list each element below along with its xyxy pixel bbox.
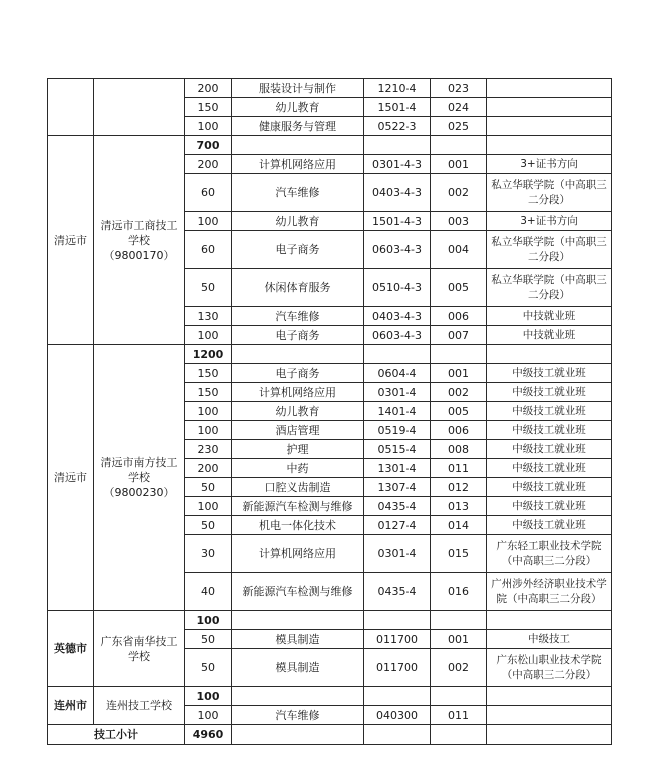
major-code-cell: 1501-4-3 (364, 212, 431, 231)
subtotal-value: 4960 (185, 725, 232, 745)
empty-cell (364, 611, 431, 630)
note-cell: 3+证书方向 (487, 155, 612, 174)
table-body (48, 79, 612, 745)
sequence-cell: 012 (431, 478, 487, 497)
school-cell: 清远市工商技工学校（9800170） (94, 136, 185, 345)
sequence-cell: 005 (431, 402, 487, 421)
major-code-cell: 011700 (364, 649, 431, 687)
major-code-cell: 1301-4 (364, 459, 431, 478)
empty-cell (364, 345, 431, 364)
major-name-cell: 幼儿教育 (232, 212, 364, 231)
major-code-cell: 0522-3 (364, 117, 431, 136)
city-cell (48, 79, 94, 136)
school-total-value: 700 (185, 136, 232, 155)
sequence-cell: 007 (431, 326, 487, 345)
empty-cell (232, 136, 364, 155)
note-cell (487, 706, 612, 725)
major-name-cell: 机电一体化技术 (232, 516, 364, 535)
empty-cell (487, 725, 612, 745)
school-cell: 清远市南方技工学校（9800230） (94, 345, 185, 611)
plan-count-cell: 50 (185, 478, 232, 497)
major-code-cell: 040300 (364, 706, 431, 725)
major-code-cell: 0603-4-3 (364, 326, 431, 345)
major-code-cell: 0301-4 (364, 383, 431, 402)
sequence-cell: 008 (431, 440, 487, 459)
sequence-cell: 001 (431, 155, 487, 174)
major-code-cell: 0301-4-3 (364, 155, 431, 174)
plan-count-cell: 100 (185, 497, 232, 516)
major-name-cell: 模具制造 (232, 649, 364, 687)
major-name-cell: 幼儿教育 (232, 98, 364, 117)
city-cell: 清远市 (48, 345, 94, 611)
plan-count-cell: 150 (185, 383, 232, 402)
note-cell: 广州涉外经济职业技术学院（中高职三二分段） (487, 573, 612, 611)
school-cell: 广东省南华技工学校 (94, 611, 185, 687)
sequence-cell: 011 (431, 459, 487, 478)
note-cell: 中技就业班 (487, 307, 612, 326)
note-cell: 中级技工就业班 (487, 497, 612, 516)
major-name-cell: 酒店管理 (232, 421, 364, 440)
empty-cell (487, 687, 612, 706)
sequence-cell: 014 (431, 516, 487, 535)
major-name-cell: 电子商务 (232, 364, 364, 383)
major-name-cell: 服装设计与制作 (232, 79, 364, 98)
school-cell: 连州技工学校 (94, 687, 185, 725)
note-cell: 中级技工就业班 (487, 516, 612, 535)
major-code-cell: 011700 (364, 630, 431, 649)
city-cell: 连州市 (48, 687, 94, 725)
school-total-value: 1200 (185, 345, 232, 364)
plan-count-cell: 150 (185, 364, 232, 383)
note-cell: 中级技工就业班 (487, 364, 612, 383)
major-name-cell: 计算机网络应用 (232, 155, 364, 174)
empty-cell (487, 611, 612, 630)
empty-cell (431, 136, 487, 155)
major-name-cell: 电子商务 (232, 231, 364, 269)
empty-cell (487, 345, 612, 364)
note-cell: 中级技工就业班 (487, 402, 612, 421)
empty-cell (364, 687, 431, 706)
school-total-row (48, 687, 612, 706)
major-code-cell: 0403-4-3 (364, 174, 431, 212)
plan-count-cell: 100 (185, 706, 232, 725)
sequence-cell: 002 (431, 174, 487, 212)
note-cell (487, 79, 612, 98)
major-code-cell: 0510-4-3 (364, 269, 431, 307)
plan-count-cell: 200 (185, 155, 232, 174)
empty-cell (431, 345, 487, 364)
major-code-cell: 0603-4-3 (364, 231, 431, 269)
empty-cell (431, 725, 487, 745)
plan-count-cell: 100 (185, 402, 232, 421)
empty-cell (232, 611, 364, 630)
major-name-cell: 健康服务与管理 (232, 117, 364, 136)
major-code-cell: 1210-4 (364, 79, 431, 98)
major-name-cell: 电子商务 (232, 326, 364, 345)
school-total-row (48, 136, 612, 155)
plan-count-cell: 150 (185, 98, 232, 117)
subtotal-label: 技工小计 (48, 725, 185, 745)
note-cell: 中级技工就业班 (487, 440, 612, 459)
city-cell: 英德市 (48, 611, 94, 687)
sequence-cell: 013 (431, 497, 487, 516)
plan-count-cell: 230 (185, 440, 232, 459)
major-code-cell: 1401-4 (364, 402, 431, 421)
sequence-cell: 011 (431, 706, 487, 725)
major-name-cell: 休闲体育服务 (232, 269, 364, 307)
plan-count-cell: 200 (185, 79, 232, 98)
major-name-cell: 模具制造 (232, 630, 364, 649)
sequence-cell: 001 (431, 630, 487, 649)
school-total-row (48, 611, 612, 630)
major-code-cell: 1501-4 (364, 98, 431, 117)
plan-count-cell: 100 (185, 212, 232, 231)
sequence-cell: 024 (431, 98, 487, 117)
major-name-cell: 计算机网络应用 (232, 535, 364, 573)
empty-cell (232, 725, 364, 745)
sequence-cell: 003 (431, 212, 487, 231)
plan-count-cell: 100 (185, 117, 232, 136)
major-code-cell: 0435-4 (364, 497, 431, 516)
note-cell: 中级技工就业班 (487, 383, 612, 402)
major-code-cell: 0301-4 (364, 535, 431, 573)
school-total-value: 100 (185, 611, 232, 630)
plan-count-cell: 100 (185, 421, 232, 440)
note-cell: 中级技工 (487, 630, 612, 649)
major-code-cell: 0604-4 (364, 364, 431, 383)
sequence-cell: 025 (431, 117, 487, 136)
note-cell: 广东轻工职业技术学院（中高职三二分段） (487, 535, 612, 573)
major-name-cell: 计算机网络应用 (232, 383, 364, 402)
empty-cell (232, 687, 364, 706)
city-cell: 清远市 (48, 136, 94, 345)
major-code-cell: 0127-4 (364, 516, 431, 535)
empty-cell (364, 725, 431, 745)
plan-count-cell: 50 (185, 516, 232, 535)
sequence-cell: 006 (431, 307, 487, 326)
major-name-cell: 汽车维修 (232, 706, 364, 725)
plan-count-cell: 50 (185, 630, 232, 649)
subtotal-row (48, 725, 612, 745)
sequence-cell: 001 (431, 364, 487, 383)
sequence-cell: 016 (431, 573, 487, 611)
enrollment-plan-table (47, 78, 612, 745)
major-name-cell: 幼儿教育 (232, 402, 364, 421)
empty-cell (431, 687, 487, 706)
plan-count-cell: 200 (185, 459, 232, 478)
note-cell (487, 117, 612, 136)
plan-count-cell: 50 (185, 649, 232, 687)
plan-count-cell: 130 (185, 307, 232, 326)
sequence-cell: 015 (431, 535, 487, 573)
note-cell: 私立华联学院（中高职三二分段） (487, 269, 612, 307)
school-cell (94, 79, 185, 136)
major-code-cell: 0519-4 (364, 421, 431, 440)
empty-cell (487, 136, 612, 155)
sequence-cell: 023 (431, 79, 487, 98)
note-cell: 中技就业班 (487, 326, 612, 345)
note-cell: 广东松山职业技术学院（中高职三二分段） (487, 649, 612, 687)
plan-count-cell: 60 (185, 174, 232, 212)
major-code-cell: 0435-4 (364, 573, 431, 611)
major-code-cell: 0403-4-3 (364, 307, 431, 326)
note-cell: 私立华联学院（中高职三二分段） (487, 174, 612, 212)
school-total-row (48, 345, 612, 364)
plan-count-cell: 30 (185, 535, 232, 573)
sequence-cell: 002 (431, 383, 487, 402)
sequence-cell: 006 (431, 421, 487, 440)
note-cell: 中级技工就业班 (487, 421, 612, 440)
sequence-cell: 005 (431, 269, 487, 307)
note-cell (487, 98, 612, 117)
plan-count-cell: 60 (185, 231, 232, 269)
sequence-cell: 004 (431, 231, 487, 269)
major-name-cell: 护理 (232, 440, 364, 459)
major-name-cell: 新能源汽车检测与维修 (232, 573, 364, 611)
plan-count-cell: 100 (185, 326, 232, 345)
plan-count-cell: 40 (185, 573, 232, 611)
major-code-cell: 1307-4 (364, 478, 431, 497)
school-total-value: 100 (185, 687, 232, 706)
major-name-cell: 新能源汽车检测与维修 (232, 497, 364, 516)
note-cell: 中级技工就业班 (487, 459, 612, 478)
plan-count-cell: 50 (185, 269, 232, 307)
major-name-cell: 中药 (232, 459, 364, 478)
empty-cell (232, 345, 364, 364)
note-cell: 3+证书方向 (487, 212, 612, 231)
major-name-cell: 汽车维修 (232, 174, 364, 212)
table-row (48, 79, 612, 98)
sequence-cell: 002 (431, 649, 487, 687)
note-cell: 中级技工就业班 (487, 478, 612, 497)
empty-cell (431, 611, 487, 630)
major-name-cell: 口腔义齿制造 (232, 478, 364, 497)
note-cell: 私立华联学院（中高职三二分段） (487, 231, 612, 269)
empty-cell (364, 136, 431, 155)
major-name-cell: 汽车维修 (232, 307, 364, 326)
major-code-cell: 0515-4 (364, 440, 431, 459)
